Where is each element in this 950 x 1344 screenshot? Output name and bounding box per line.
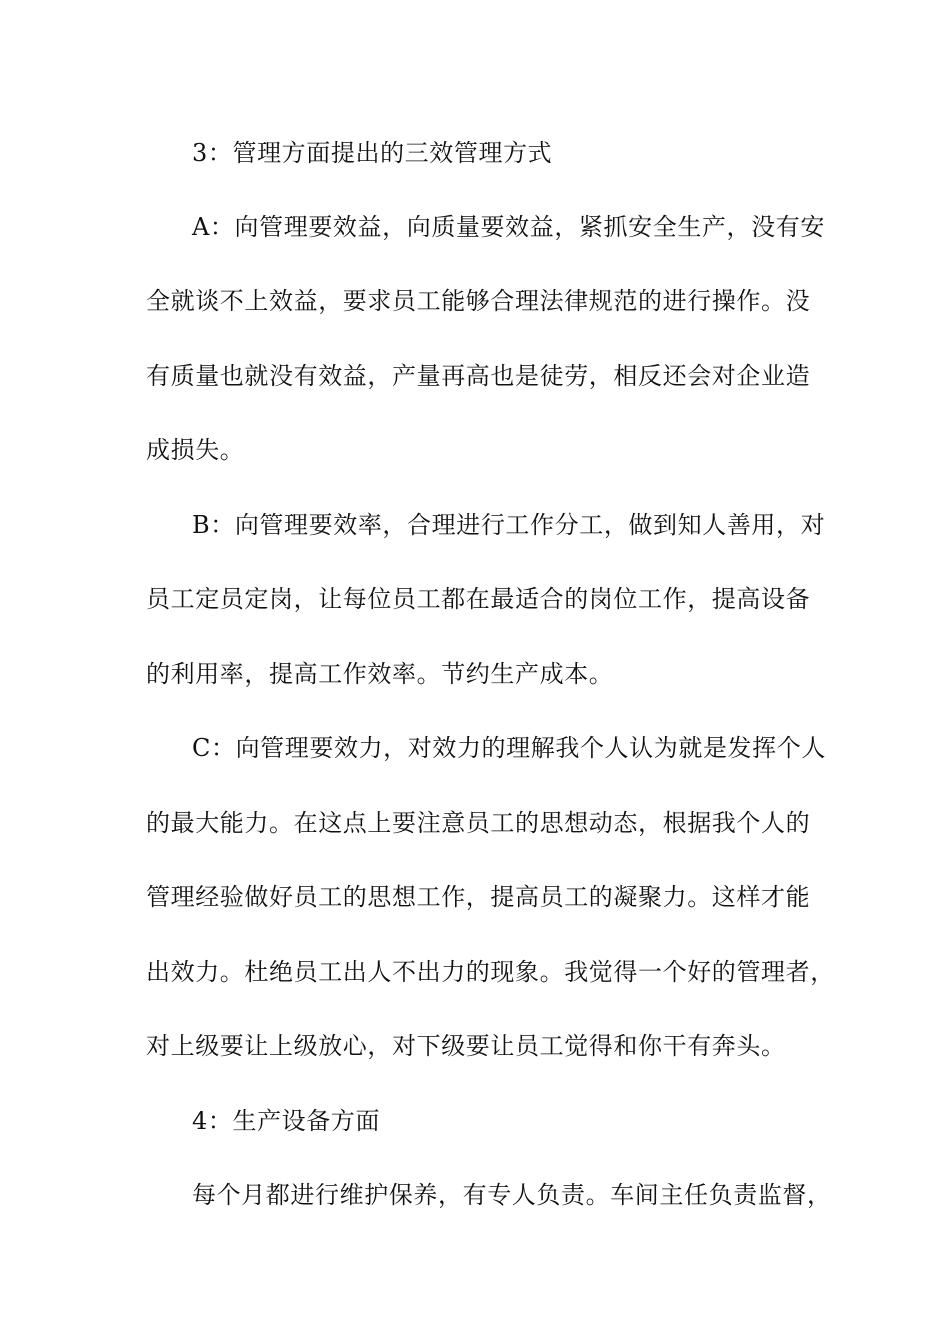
paragraph-equipment-line-1: 每个月都进行维护保养，有专人负责。车间主任负责监督，: [192, 1181, 832, 1209]
paragraph-c-line-4: 出效力。杜绝员工出人不出力的现象。我觉得一个好的管理者，: [146, 958, 835, 986]
paragraph-a-line-1: A：向管理要效益，向质量要效益，紧抓安全生产，没有安: [192, 213, 825, 241]
paragraph-c-line-1: C：向管理要效力，对效力的理解我个人认为就是发挥个人: [192, 734, 826, 762]
section-heading-4: 4：生产设备方面: [192, 1107, 381, 1135]
paragraph-b-line-1: B：向管理要效率，合理进行工作分工，做到知人善用，对: [192, 511, 826, 539]
paragraph-a-line-4: 成损失。: [146, 436, 245, 464]
paragraph-a-line-3: 有质量也就没有效益，产量再高也是徒劳，相反还会对企业造: [146, 362, 811, 390]
paragraph-c-line-2: 的最大能力。在这点上要注意员工的思想动态，根据我个人的: [146, 809, 811, 837]
paragraph-b-line-3: 的利用率，提高工作效率。节约生产成本。: [146, 660, 614, 688]
paragraph-c-line-3: 管理经验做好员工的思想工作，提高员工的凝聚力。这样才能: [146, 883, 811, 911]
paragraph-b-line-2: 员工定员定岗，让每位员工都在最适合的岗位工作，提高设备: [146, 585, 811, 613]
section-heading-3: 3：管理方面提出的三效管理方式: [192, 139, 553, 167]
paragraph-a-line-2: 全就谈不上效益，要求员工能够合理法律规范的进行操作。没: [146, 287, 811, 315]
paragraph-c-line-5: 对上级要让上级放心，对下级要让员工觉得和你干有奔头。: [146, 1032, 786, 1060]
